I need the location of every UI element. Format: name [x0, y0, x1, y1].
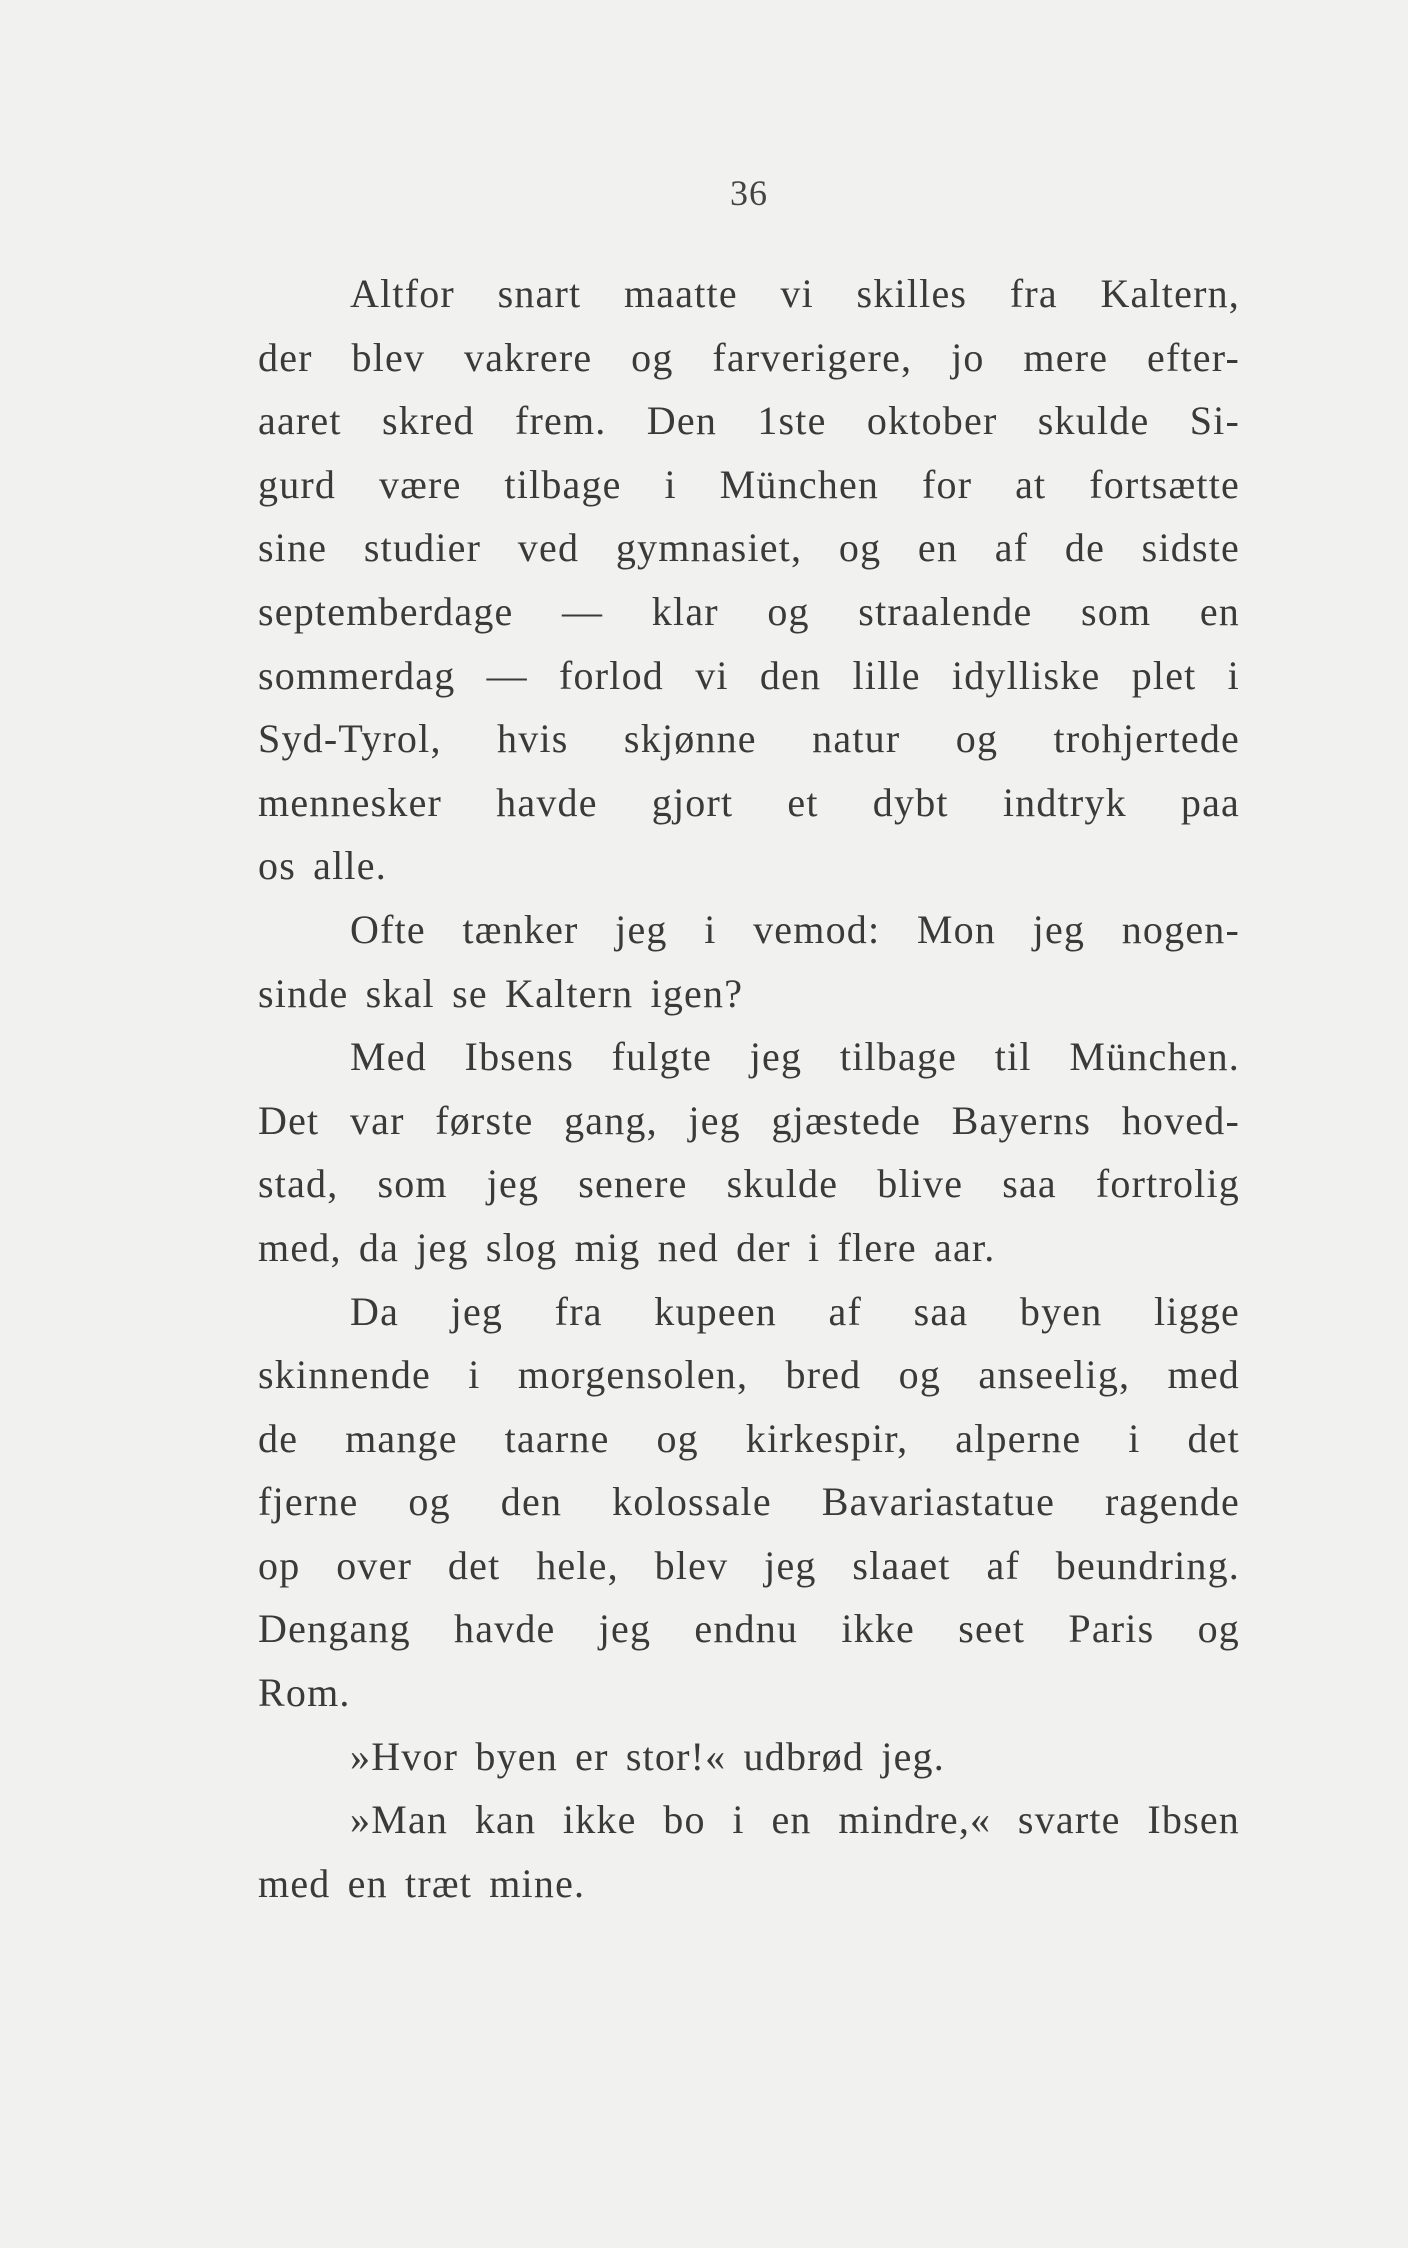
paragraph: [258, 1788, 1240, 1915]
text-line: os alle.: [258, 843, 387, 889]
text-line: skinnende i morgensolen, bred og anseelig, med: [258, 1352, 1240, 1398]
text-line: Da jeg fra kupeen af saa byen ligge: [350, 1288, 1240, 1334]
text-line: mennesker havde gjort et dybt indtryk paa: [258, 779, 1240, 825]
paragraph: [258, 898, 1240, 1025]
text-line: sinde skal se Kaltern igen?: [258, 970, 744, 1016]
text-line: de mange taarne og kirkespir, alperne i det: [258, 1415, 1240, 1461]
text-line: gurd være tilbage i München for at fortsætte: [258, 461, 1240, 507]
page-number: 36: [730, 173, 768, 213]
text-line: med, da jeg slog mig ned der i flere aar.: [258, 1224, 996, 1270]
body-text: [258, 262, 1240, 1915]
paragraph: [258, 1280, 1240, 1725]
text-line: fjerne og den kolossale Bavariastatue ragende: [258, 1479, 1240, 1525]
text-line: »Hvor byen er stor!« udbrød jeg.: [350, 1733, 945, 1779]
text-line: septemberdage — klar og straalende som en: [258, 588, 1240, 634]
text-line: sine studier ved gymnasiet, og en af de sidste: [258, 525, 1240, 571]
text-line: »Man kan ikke bo i en mindre,« svarte Ibsen: [350, 1797, 1240, 1843]
text-line: op over det hele, blev jeg slaaet af beundring.: [258, 1542, 1240, 1588]
text-line: der blev vakrere og farverigere, jo mere efter-: [258, 334, 1240, 380]
text-line: Syd-Tyrol, hvis skjønne natur og trohjertede: [258, 716, 1240, 762]
text-line: aaret skred frem. Den 1ste oktober skulde Si-: [258, 398, 1240, 444]
text-line: Ofte tænker jeg i vemod: Mon jeg nogen-: [350, 906, 1240, 952]
paragraph: [258, 1025, 1240, 1279]
text-line: sommerdag — forlod vi den lille idylliske plet i: [258, 652, 1240, 698]
text-line: Med Ibsens fulgte jeg tilbage til München.: [350, 1034, 1240, 1080]
paragraph: [258, 1725, 1240, 1789]
text-line: Det var første gang, jeg gjæstede Bayerns hoved-: [258, 1097, 1240, 1143]
text-line: med en træt mine.: [258, 1860, 586, 1906]
text-line: stad, som jeg senere skulde blive saa fortrolig: [258, 1161, 1240, 1207]
text-line: Altfor snart maatte vi skilles fra Kaltern,: [350, 271, 1240, 316]
paragraph: [258, 262, 1240, 898]
text-line: Dengang havde jeg endnu ikke seet Paris og: [258, 1606, 1240, 1652]
text-line: Rom.: [258, 1670, 351, 1716]
